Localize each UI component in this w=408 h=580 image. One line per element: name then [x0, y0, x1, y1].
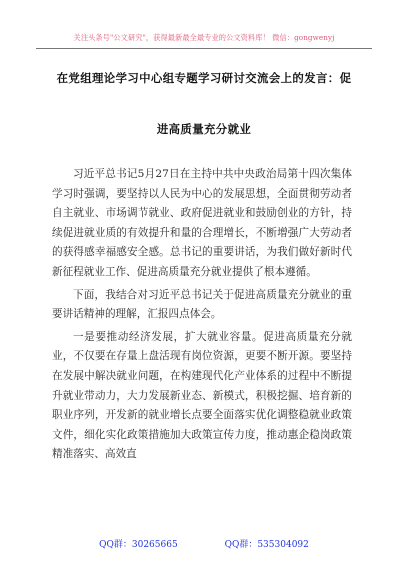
footer-qq-group-1: QQ群：30265665	[99, 540, 178, 550]
body-paragraph: 一是要推动经济发展，扩大就业容量。促进高质量充分就业，不仅要在存量上盘活现有岗位资源，更要不断开源。要坚持在发展中解决就业问题，在构建现代化产业体系的过程中不断提升就业带动力，大力发展新业态、新模式，积极挖掘、培育新的职业序列，开发新的就业增长点要全面落实优化调整稳就业政策文件，细化实化政策措施加大政策宣传力度，推动惠企稳岗政策精准落实、高效直	[52, 330, 352, 461]
promo-banner: 关注头条号"公文研究"，获得最新最全最专业的公文资料库！ 微信：gongwenyj	[73, 33, 335, 42]
document-body	[52, 165, 352, 468]
header-divider	[36, 48, 372, 49]
footer-qq-group-2: QQ群：535304092	[224, 540, 309, 550]
document-title-line-1: 在党组理论学习中心组专题学习研讨交流会上的发言：促	[56, 71, 352, 85]
document-title-line-2: 进高质量充分就业	[156, 122, 252, 136]
body-paragraph: 下面，我结合对习近平总书记关于促进高质量充分就业的重要讲话精神的理解，汇报四点体会。	[52, 288, 352, 321]
body-paragraph: 习近平总书记5月27日在主持中共中央政治局第十四次集体学习时强调，要坚持以人民为中心的发展思想，全面贯彻劳动者自主就业、市场调节就业、政府促进就业和鼓励创业的方针，持续促进就业质的有效提升和量的合理增长，不断增强广大劳动者的获得感幸福感安全感。总书记的重要讲话，为我们做好新时代新征程就业工作、促进高质量充分就业提供了根本遵循。	[52, 168, 352, 278]
footer	[0, 537, 408, 550]
